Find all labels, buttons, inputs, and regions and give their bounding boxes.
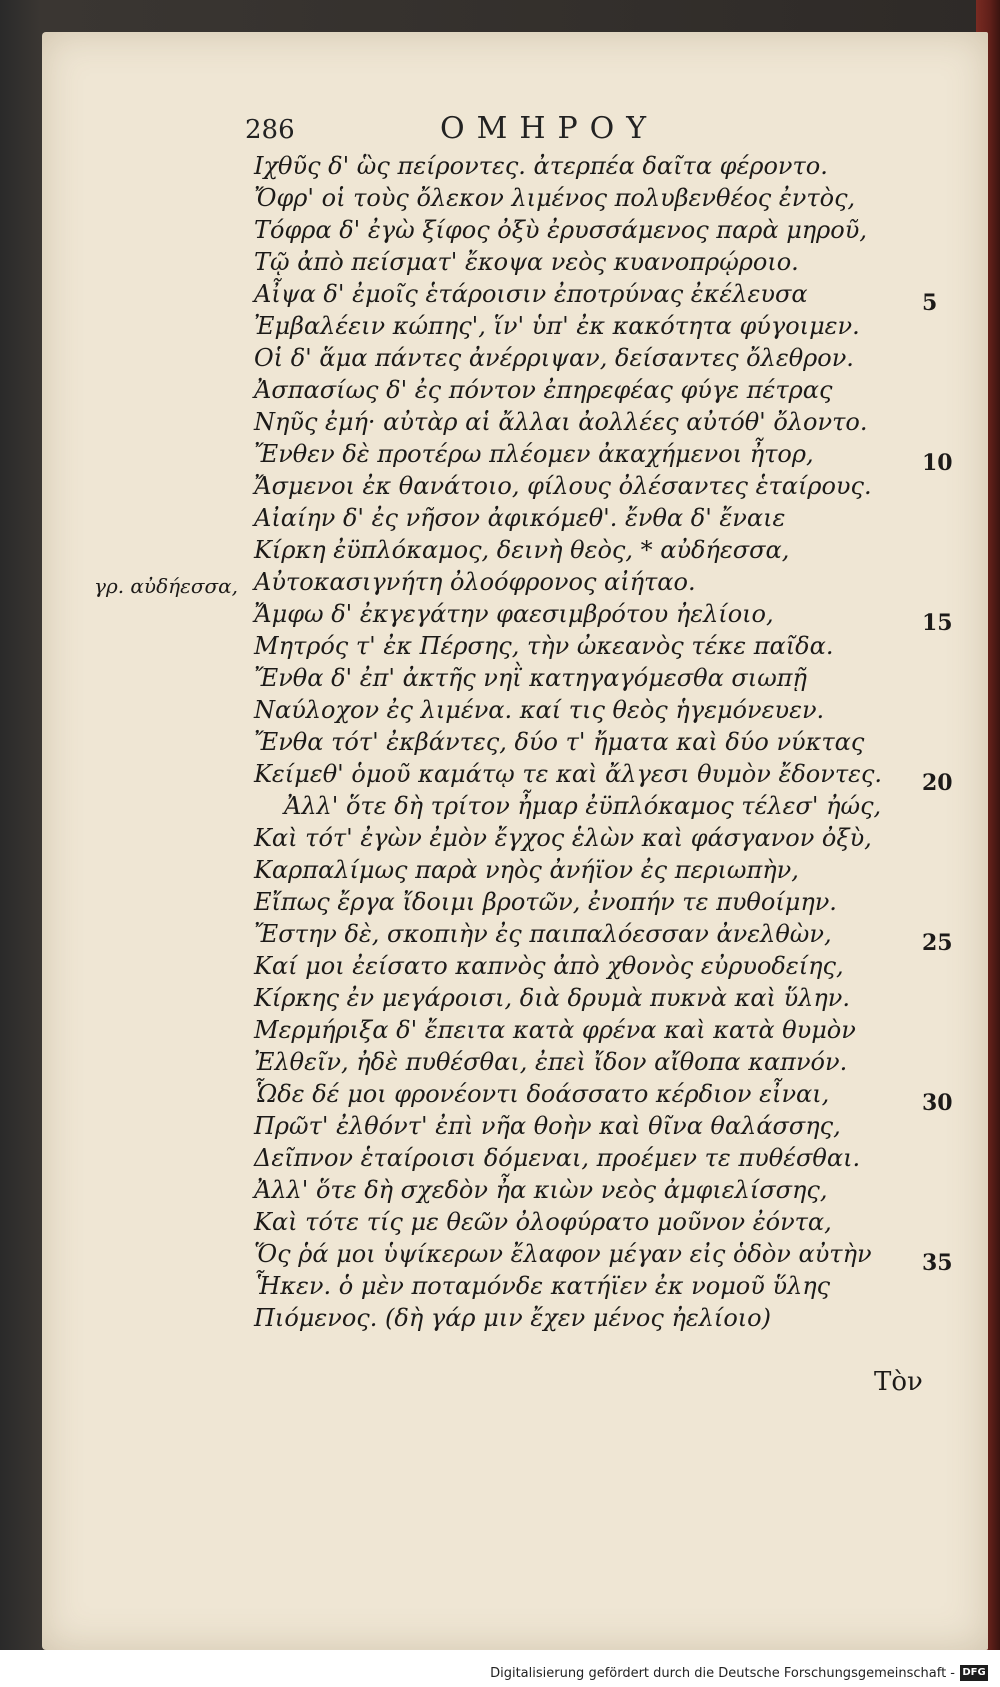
line-number: 20 [922,770,953,796]
verse-line: Πρῶτ' ἐλθόντ' ἐπὶ νῆα θοὴν καὶ θῖνα θαλάσσης, [254,1112,841,1140]
line-number: 10 [922,450,953,476]
verse-line: Ἀσπασίως δ' ἐς πόντον ἐπηρεφέας φύγε πέτρας [254,376,833,404]
verse-line: Αἶψα δ' ἐμοῖς ἑτάροισιν ἐποτρύνας ἐκέλευσα [254,280,808,308]
verse-line: Τῷ ἀπὸ πείσματ' ἔκοψα νεὸς κυανοπρῴροιο. [254,248,799,276]
verse-line: Πιόμενος. (δὴ γάρ μιν ἔχεν μένος ἠελίοιο) [254,1304,771,1332]
verse-line: Ἧκεν. ὁ μὲν ποταμόνδε κατήϊεν ἐκ νομοῦ ὕλης [254,1272,831,1300]
verse-line: Ἄμφω δ' ἐκγεγάτην φαεσιμβρότου ἠελίοιο, [254,600,774,628]
verse-line: Ἔνθεν δὲ προτέρω πλέομεν ἀκαχήμενοι ἦτορ, [254,440,814,468]
verse-line: Οἱ δ' ἅμα πάντες ἀνέρριψαν, δείσαντες ὄλεθρον. [254,344,854,372]
page-number: 286 [245,115,295,145]
verse-line: Ναύλοχον ἐς λιμένα. καί τις θεὸς ἡγεμόνευεν. [254,696,825,724]
line-number: 15 [922,610,953,636]
verse-line: Ἔνθα δ' ἐπ' ἀκτῆς νηῒ κατηγαγόμεσθα σιωπῇ [254,664,807,692]
verse-line: Ὄφρ' οἱ τοὺς ὄλεκον λιμένος πολυβενθέος ἐντὸς, [254,184,856,212]
verse-line: Καὶ τότ' ἐγὼν ἐμὸν ἔγχος ἑλὼν καὶ φάσγανον ὀξὺ, [254,824,872,852]
line-number: 5 [922,290,938,316]
line-number: 35 [922,1250,953,1276]
verse-lines [254,150,894,1334]
verse-line: Δεῖπνον ἑταίροισι δόμεναι, προέμεν τε πυθέσθαι. [254,1144,861,1172]
verse-line: Εἴπως ἔργα ἴδοιμι βροτῶν, ἐνοπήν τε πυθοίμην. [254,888,837,916]
running-title: ΟΜΗΡΟΥ [440,111,659,146]
verse-line: Ἀλλ' ὅτε δὴ τρίτον ἦμαρ ἐϋπλόκαμος τέλεσ' ἠώς, [284,792,882,820]
verse-line: Κίρκη ἐϋπλόκαμος, δεινὴ θεὸς, * αὐδήεσσα, [254,536,790,564]
verse-line: Καὶ τότε τίς με θεῶν ὀλοφύρατο μοῦνον ἐόντα, [254,1208,832,1236]
verse-line: Ἐμβαλέειν κώπης', ἵν' ὑπ' ἐκ κακότητα φύγοιμεν. [254,312,860,340]
verse-line: Αἰαίην δ' ἐς νῆσον ἀφικόμεθ'. ἔνθα δ' ἔναιε [254,504,786,532]
verse-line: Νηῦς ἐμή· αὐτὰρ αἱ ἄλλαι ἀολλέες αὐτόθ' ὄλοντο. [254,408,868,436]
verse-line: Ἄσμενοι ἐκ θανάτοιο, φίλους ὀλέσαντες ἑταίρους. [254,472,872,500]
verse-line: Μητρός τ' ἐκ Πέρσης, τὴν ὠκεανὸς τέκε παῖδα. [254,632,834,660]
line-number: 25 [922,930,953,956]
verse-line: Μερμήριξα δ' ἔπειτα κατὰ φρένα καὶ κατὰ θυμὸν [254,1016,856,1044]
verse-line: Καρπαλίμως παρὰ νηὸς ἀνήϊον ἐς περιωπὴν, [254,856,799,884]
line-number: 30 [922,1090,953,1116]
verse-line: Ὧδε δέ μοι φρονέοντι δοάσσατο κέρδιον εἶναι, [254,1080,830,1108]
verse-line: Ἐλθεῖν, ἠδὲ πυθέσθαι, ἐπεὶ ἴδον αἴθοπα καπνόν. [254,1048,848,1076]
footer-bar [0,1650,1000,1687]
book-page [42,32,988,1650]
dfg-logo-icon: DFG [960,1665,988,1681]
verse-line: Ὅς ῥά μοι ὑψίκερων ἔλαφον μέγαν εἰς ὁδὸν αὐτὴν [254,1240,872,1268]
verse-line: Καί μοι ἐείσατο καπνὸς ἀπὸ χθονὸς εὐρυοδείης, [254,952,844,980]
verse-line: Κείμεθ' ὁμοῦ καμάτῳ τε καὶ ἄλγεσι θυμὸν ἔδοντες. [254,760,883,788]
verse-line: Κίρκης ἐν μεγάροισι, διὰ δρυμὰ πυκνὰ καὶ ὕλην. [254,984,850,1012]
catchword: Τὸν [874,1367,923,1397]
verse-line: Ἔνθα τότ' ἐκβάντες, δύο τ' ἤματα καὶ δύο νύκτας [254,728,865,756]
digitization-note: Digitalisierung gefördert durch die Deutsche Forschungsgemeinschaft - [490,1666,955,1681]
verse-line: Τόφρα δ' ἐγὼ ξίφος ὀξὺ ἐρυσσάμενος παρὰ μηροῦ, [254,216,867,244]
verse-line: Ἀλλ' ὅτε δὴ σχεδὸν ἦα κιὼν νεὸς ἀμφιελίσσης, [254,1176,828,1204]
verse-line: Ἔστην δὲ, σκοπιὴν ἐς παιπαλόεσσαν ἀνελθὼν, [254,920,832,948]
verse-line: Ιχθῦς δ' ὣς πείροντες. ἀτερπέα δαῖτα φέροντο. [254,152,828,180]
verse-line: Αὐτοκασιγνήτη ὀλοόφρονος αἰήταο. [254,568,696,596]
margin-note: γρ. αὐδήεσσα, [94,574,239,598]
